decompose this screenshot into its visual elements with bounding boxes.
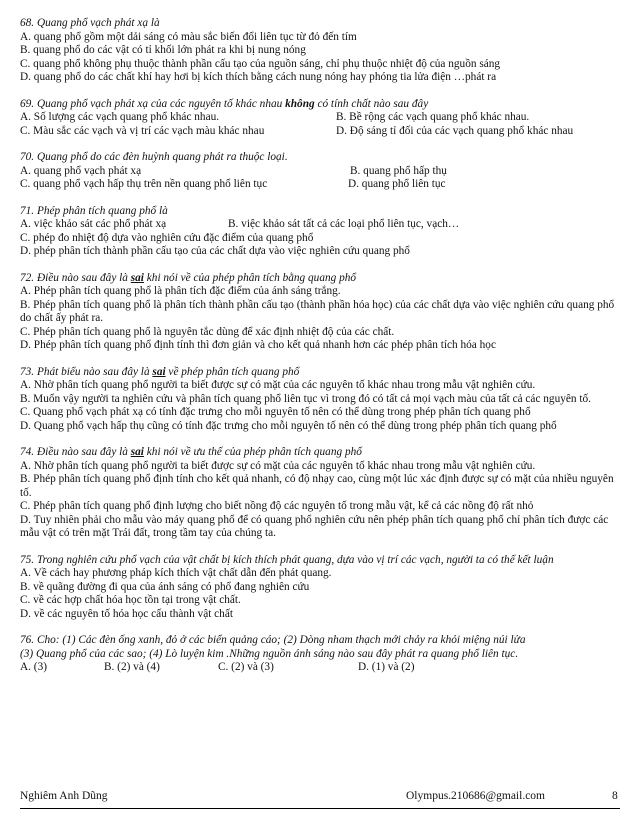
option-row [20,125,626,139]
option-c: C. quang phổ không phụ thuộc thành phần cấu tạo của nguồn sáng, chỉ phụ thuộc nhiệt độ của nguồn sáng [20,57,501,70]
option-b: B. Bề rộng các vạch quang phổ khác nhau. [336,111,530,123]
option-d: D. (1) và (2) [358,661,415,673]
question-title [20,366,626,380]
question-72 [20,272,626,353]
question-title: 76. Cho: (1) Các đèn ống xanh, đỏ ở các biển quảng cáo; (2) Dòng nham thạch mới chảy ra khỏi miệng núi lửa [20,634,526,646]
question-title: 70. Quang phổ do các đèn huỳnh quang phát ra thuộc loại. [20,151,288,163]
option-d: D. Phép phân tích quang phổ định tính thì đơn giản và cho kết quả nhanh hơn các phép phân tích hóa học [20,339,496,351]
question-69 [20,98,626,139]
option-d: D. Quang phổ vạch hấp thụ cũng có tính đặc trưng cho mỗi nguyên tố nên có thể dùng trong phép phân tích quang phổ [20,419,557,432]
footer-author: Nghiêm Anh Dũng [20,790,108,802]
option-c: C. về các hợp chất hóa học tồn tại trong vật chất. [20,594,241,606]
option-b: B. quang phổ hấp thụ [350,164,447,177]
question-title: 75. Trong nghiên cứu phổ vạch của vật chất bị kích thích phát quang, dựa vào vị trí các vạch, người ta có thể kết luận [20,553,554,566]
option-row [20,661,626,675]
option-b: B. việc khảo sát tất cả các loại phổ liên tục, vạch… [228,218,460,230]
option-b: B. quang phổ do các vật có tỉ khối lớn phát ra khi bị nung nóng [20,44,306,56]
question-title-continued: (3) Quang phổ của các sao; (4) Lò luyện kim .Những nguồn ánh sáng nào sau đây phát ra quang phổ liên tục. [20,647,519,660]
title-text: 69. Quang phổ vạch phát xạ của các nguyên tố khác nhau [20,97,286,110]
option-b: B. Muốn vậy người ta nghiên cứu và phân tích quang phổ liên tục vì trong đó có tất cả mọi vạch màu của tất cả các nguyên tố. [20,392,591,405]
title-emphasis: sai [130,271,144,284]
option-d: D. Tuy nhiên phải cho mẫu vào máy quang phổ để có quang phổ nghiên cứu nên phép phân tích quang phổ chỉ phân tích được các mẫu vật có trên mặt Trái đất, trong tầm tay của chúng ta. [20,513,609,539]
option-b: B. (2) và (4) [104,661,160,673]
option-d: D. Độ sáng tỉ đối của các vạch quang phổ khác nhau [336,124,574,137]
title-text: khi nói về của phép phân tích bằng quang phổ [143,271,357,284]
title-text: 72. Điều nào sau đây là [20,271,131,284]
option-d: D. về các nguyên tố hóa học cấu thành vật chất [20,607,233,620]
option-a: A. (3) [20,661,47,673]
option-a: A. Số lượng các vạch quang phổ khác nhau. [20,111,220,123]
option-c: C. quang phổ vạch hấp thụ trên nền quang phổ liên tục [20,178,268,190]
option-row [20,218,626,232]
footer-divider [20,808,620,809]
title-emphasis: sai [130,446,144,458]
option-a: A. việc khảo sát các phổ phát xạ [20,218,167,230]
option-d: D. quang phổ do các chất khí hay hơi bị kích thích bằng cách nung nóng hay phóng tia lửa điện …phát ra [20,71,497,83]
option-c: C. Phép phân tích quang phổ định lượng cho biết nồng độ các nguyên tố trong mẫu vật, kể cả các nồng độ rất nhỏ [20,500,534,512]
footer-email: Olympus.210686@gmail.com [406,790,545,802]
option-b: B. Phép phân tích quang phổ định tính cho kết quả nhanh, có độ nhạy cao, cùng một lúc xác định được sự có mặt của nhiều nguyên tố. [20,473,614,499]
question-title [20,272,626,286]
question-list [20,17,626,675]
option-a: A. quang phổ vạch phát xạ [20,164,142,177]
question-76 [20,634,626,675]
option-a: A. quang phổ gồm một dải sáng có màu sắc biến đổi liên tục từ đỏ đến tím [20,30,357,43]
question-title [20,446,626,460]
option-a: A. Phép phân tích quang phổ là phân tích đặc điểm của ánh sáng trắng. [20,285,341,297]
option-d: D. quang phổ liên tục [348,178,446,190]
option-a: A. Nhờ phân tích quang phổ người ta biết được sự có mặt của các nguyên tố khác nhau trong mẫu vật nghiên cứu. [20,459,536,472]
title-emphasis: không [285,97,315,110]
question-75 [20,554,626,622]
option-b: B. Phép phân tích quang phổ là phân tích thành phần cấu tạo (thành phần hóa học) của các chất dựa vào việc nghiên cứu quang phổ do chất ấy phát ra. [20,298,615,324]
option-row [20,178,626,192]
question-73 [20,366,626,434]
title-emphasis: sai [152,365,166,378]
option-d: D. phép phân tích thành phần cấu tạo của các chất dựa vào việc nghiên cứu quang phổ [20,245,410,257]
option-row [20,111,626,125]
question-71 [20,205,626,259]
option-b: B. về quãng đường đi qua của ánh sáng có phổ đang nghiên cứu [20,580,310,593]
option-a: A. Về cách hay phương pháp kích thích vật chất dẫn đến phát quang. [20,567,332,579]
question-74 [20,446,626,541]
option-a: A. Nhờ phân tích quang phổ người ta biết được sự có mặt của các nguyên tố khác nhau trong mẫu vật nghiên cứu. [20,379,536,391]
title-text: khi nói về ưu thế của phép phân tích quang phổ [143,446,362,458]
page-number: 8 [612,790,618,802]
option-c: C. Màu sắc các vạch và vị trí các vạch màu khác nhau [20,124,265,137]
question-title [20,98,626,112]
option-c: C. phép đo nhiệt độ dựa vào nghiên cứu đặc điểm của quang phổ [20,231,314,244]
question-title: 71. Phép phân tích quang phổ là [20,204,168,217]
title-text: 73. Phát biểu nào sau đây là [20,365,153,378]
option-row [20,165,626,179]
option-c: C. Quang phổ vạch phát xạ có tính đặc trưng cho mỗi nguyên tố nên có thể dùng trong phép phân tích quang phổ [20,406,531,418]
title-text: 74. Điều nào sau đây là [20,446,131,458]
title-text: về phép phân tích quang phổ [165,365,300,378]
option-c: C. Phép phân tích quang phổ là nguyên tắc dùng để xác định nhiệt độ của các chất. [20,325,395,338]
question-70 [20,151,626,192]
option-c: C. (2) và (3) [218,661,274,673]
question-68 [20,17,626,85]
title-text: có tính chất nào sau đây [314,97,429,110]
question-title: 68. Quang phổ vạch phát xạ là [20,17,160,29]
